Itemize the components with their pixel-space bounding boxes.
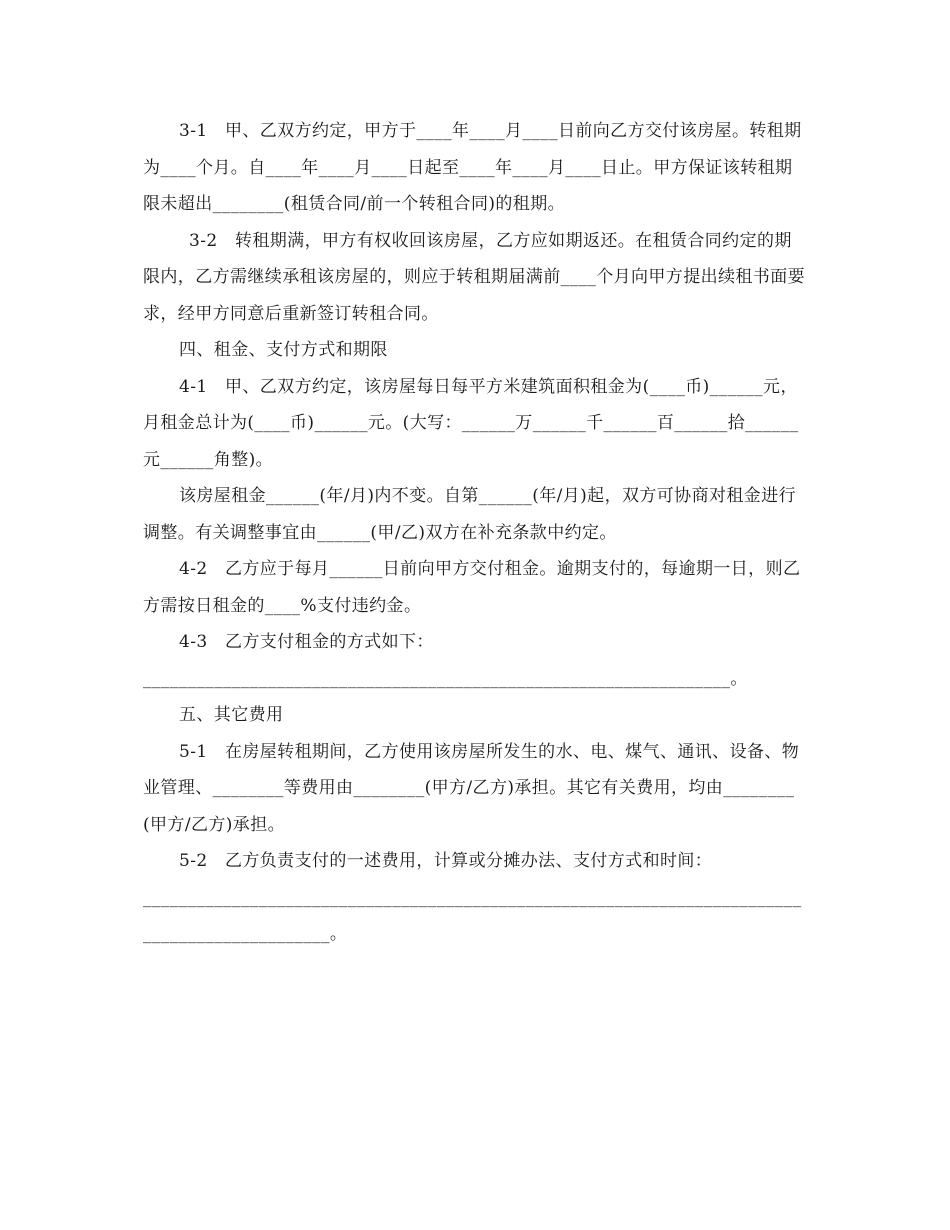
clause-3-2: 3-2 转租期满，甲方有权收回该房屋，乙方应如期返还。在租赁合同约定的期限内，乙方需继续承租该房屋的，则应于转租期届满前____个月向甲方提出续租书面要求，经甲方同意后重新签订转租合同。 <box>143 230 805 324</box>
clause-4-1-adjustment: 该房屋租金______(年/月)内不变。自第______(年/月)起，双方可协商对租金进行调整。有关调整事宜由______(甲/乙)双方在补充条款中约定。 <box>143 486 796 543</box>
clause-4-3: 4-3 乙方支付租金的方式如下： <box>179 632 434 652</box>
clause-5-2: 5-2 乙方负责支付的一述费用，计算或分摊办法、支付方式和时间： <box>179 851 713 871</box>
section-heading-5: 五、其它费用 <box>179 705 284 725</box>
clause-4-3-blank-line: __________________________________________________________________。 <box>143 668 748 689</box>
clause-5-2-blank-line: _______________________________________________________________________________________________。 <box>143 887 802 944</box>
document-body <box>143 113 805 953</box>
clause-4-1: 4-1 甲、乙双方约定，该房屋每日每平方米建筑面积租金为(____币)______元，月租金总计为(____币)______元。(大写：______万______千______百______拾______元______角整)。 <box>143 376 799 470</box>
clause-5-1: 5-1 在房屋转租期间，乙方使用该房屋所发生的水、电、煤气、通讯、设备、物业管理、________等费用由________(甲方/乙方)承担。其它有关费用，均由________(甲方/乙方)承担。 <box>143 741 800 835</box>
clause-3-1: 3-1 甲、乙双方约定，甲方于____年____月____日前向乙方交付该房屋。转租期为____个月。自____年____月____日起至____年____月____日止。甲方保证该转租期限未超出________(租赁合同/前一个转租合同)的租期。 <box>143 121 802 214</box>
clause-4-2: 4-2 乙方应于每月______日前向甲方交付租金。逾期支付的，每逾期一日，则乙方需按日租金的____%支付违约金。 <box>143 559 801 616</box>
section-heading-4: 四、租金、支付方式和期限 <box>179 340 388 360</box>
